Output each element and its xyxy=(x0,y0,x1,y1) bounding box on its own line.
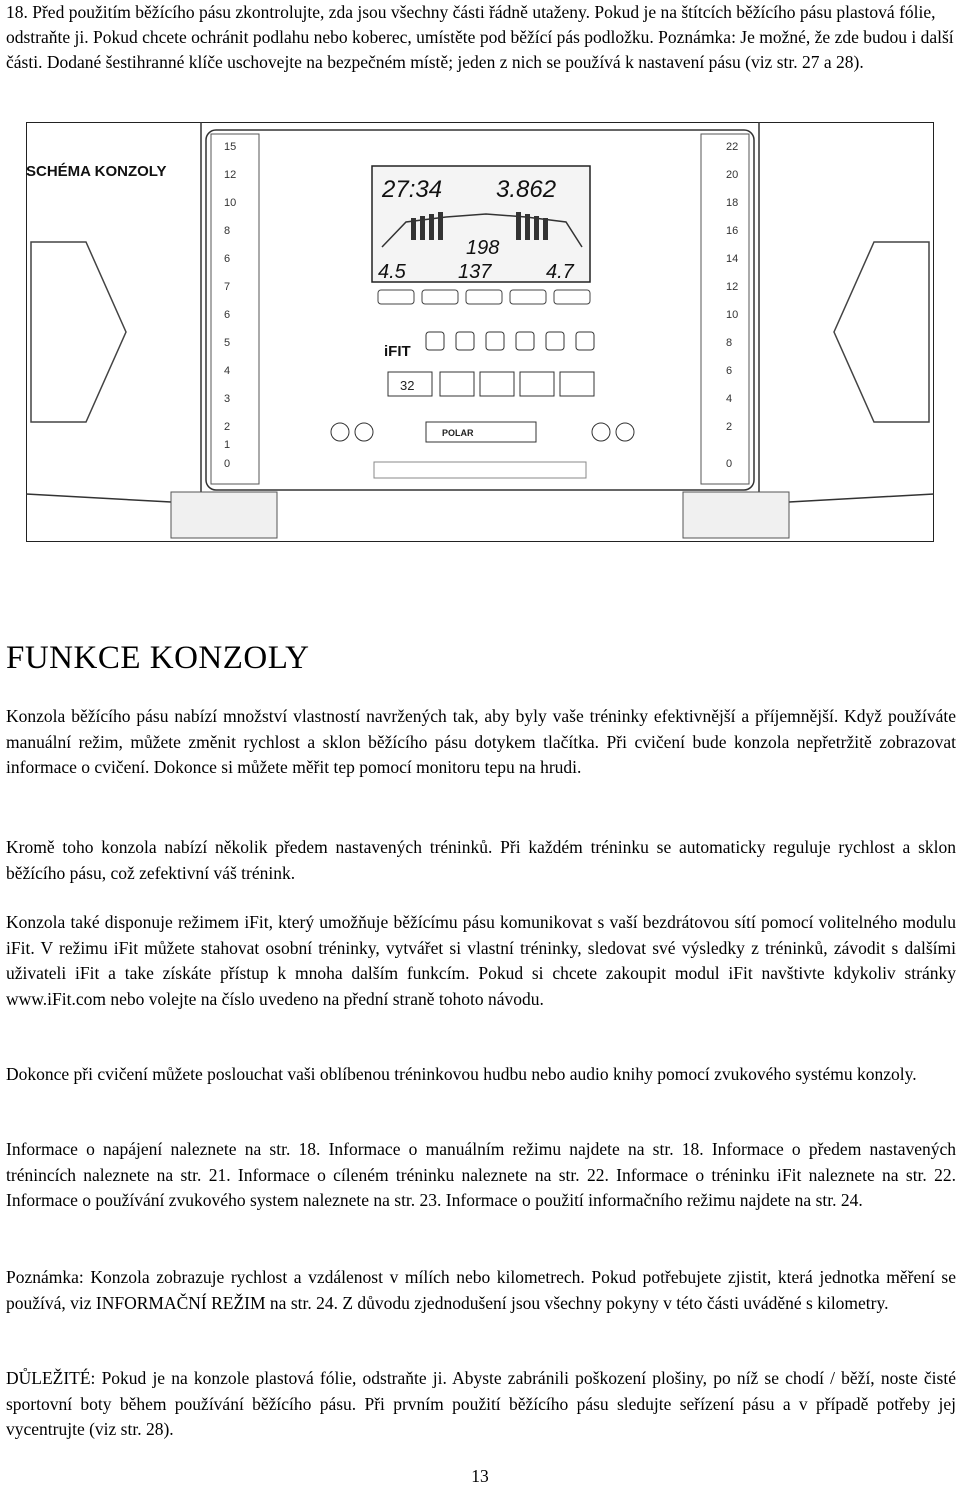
display-time: 27:34 xyxy=(382,176,443,203)
paragraph: Informace o napájení naleznete na str. 18. Informace o manuálním režimu najdete na str. 18. Informace o předem nastavených trénincích naleznete na str. 21. Informace o cíleném tréninku naleznete na str. 22. Informace o tréninku iFit naleznete na str. 22. Informace o používání zvukového system naleznete na str. 23. Informace o použití informačního režimu najdete na str. 24. xyxy=(6,1139,956,1210)
right-num: 2 xyxy=(726,421,733,433)
display-speed: 4.5 xyxy=(378,261,406,283)
lcd-display xyxy=(372,166,590,283)
left-num: 12 xyxy=(224,169,237,181)
paragraph: Konzola běžícího pásu nabízí množství vlastností navržených tak, aby byly vaše tréninky efektivnější a příjemnější. Když používáte manuální režim, můžete změnit rychlost a sklon běžícího pásu dotykem tlačítka. Při cvičení bude konzola nepřetržitě zobrazovat informace o cvičení. Dokonce si můžete měřit tep pomocí monitoru tepu na hrudi. xyxy=(6,706,956,777)
right-num: 6 xyxy=(726,365,733,377)
console-title: SCHÉMA KONZOLY xyxy=(26,163,167,180)
left-num: 5 xyxy=(224,337,231,349)
display-pulse: 137 xyxy=(458,261,492,283)
ifit-logo: iFIT xyxy=(384,343,411,360)
left-num: 7 xyxy=(224,281,231,293)
left-num: 0 xyxy=(224,458,231,470)
right-num: 0 xyxy=(726,458,733,470)
speed-box: 32 xyxy=(400,378,415,393)
left-speaker xyxy=(171,492,277,538)
display-incline: 4.7 xyxy=(546,261,574,283)
left-num: 1 xyxy=(224,439,231,451)
right-num: 4 xyxy=(726,393,733,405)
left-num: 8 xyxy=(224,225,231,237)
left-num: 2 xyxy=(224,421,231,433)
paragraph: Kromě toho konzola nabízí několik předem nastavených tréninků. Při každém tréninku se automaticky reguluje rychlost a sklon běžícího pásu, což zefektivní váš trénink. xyxy=(6,837,956,883)
right-num: 10 xyxy=(726,309,739,321)
console-diagram xyxy=(26,122,934,542)
right-speaker xyxy=(683,492,789,538)
right-num: 14 xyxy=(726,253,739,265)
right-num: 22 xyxy=(726,141,739,153)
polar-brand: POLAR xyxy=(442,428,474,438)
right-num: 20 xyxy=(726,169,739,181)
page-number: 13 xyxy=(471,1466,489,1486)
right-num: 8 xyxy=(726,337,733,349)
left-num: 15 xyxy=(224,141,237,153)
right-num: 18 xyxy=(726,197,739,209)
display-distance: 3.862 xyxy=(496,176,557,203)
left-num: 4 xyxy=(224,365,231,377)
left-num: 6 xyxy=(224,309,231,321)
paragraph: DŮLEŽITÉ: Pokud je na konzole plastová fólie, odstraňte ji. Abyste zabránili poškození plošiny, po níž se chodí / běží, noste čisté sportovní boty během používání běžícího pásu. Při prvním použití běžícího pásu sledujte seřízení pásu a v případě potřeby jej vycentrujte (viz str. 28). xyxy=(6,1368,956,1439)
left-num: 10 xyxy=(224,197,237,209)
display-calories: 198 xyxy=(466,237,500,259)
intro-paragraph: 18. Před použitím běžícího pásu zkontrolujte, zda jsou všechny části řádně utaženy. Pokud je na štítcích běžícího pásu plastová fólie, odstraňte ji. Pokud chcete ochránit podlahu nebo koberec, umístěte pod běžící pás podložku. Poznámka: Je možné, že zde budou i další části. Dodané šestihranné klíče uschovejte na bezpečném místě; jeden z nich se používá k nastavení pásu (viz str. 27 a 28). xyxy=(6,2,954,72)
right-num: 12 xyxy=(726,281,739,293)
left-num: 6 xyxy=(224,253,231,265)
paragraph: Dokonce při cvičení můžete poslouchat vaši oblíbenou tréninkovou hudbu nebo audio knihy pomocí zvukového systému konzoly. xyxy=(6,1064,917,1084)
paragraph: Poznámka: Konzola zobrazuje rychlost a vzdálenost v mílích nebo kilometrech. Pokud potřebujete zjistit, která jednotka měření se používá, viz INFORMAČNÍ REŽIM na str. 24. Z důvodu zjednodušení jsou všechny pokyny v této části uváděné s kilometry. xyxy=(6,1267,956,1313)
left-num: 3 xyxy=(224,393,231,405)
right-num: 16 xyxy=(726,225,739,237)
paragraph: Konzola také disponuje režimem iFit, který umožňuje běžícímu pásu komunikovat s vaší bezdrátovou sítí pomocí volitelného modulu iFit. V režimu iFit můžete stahovat osobní tréninky, vytvářet si vlastní tréninky, sledovat své výsledky z tréninků, závodit s dalšími uživateli iFit a take získáte přístup k mnoha dalším funkcím. Pokud si chcete zakoupit modul iFit navštivte kdykoliv stránky www.iFit.com nebo volejte na číslo uvedeno na přední straně tohoto návodu. xyxy=(6,912,956,1009)
section-heading: FUNKCE KONZOLY xyxy=(6,640,310,676)
